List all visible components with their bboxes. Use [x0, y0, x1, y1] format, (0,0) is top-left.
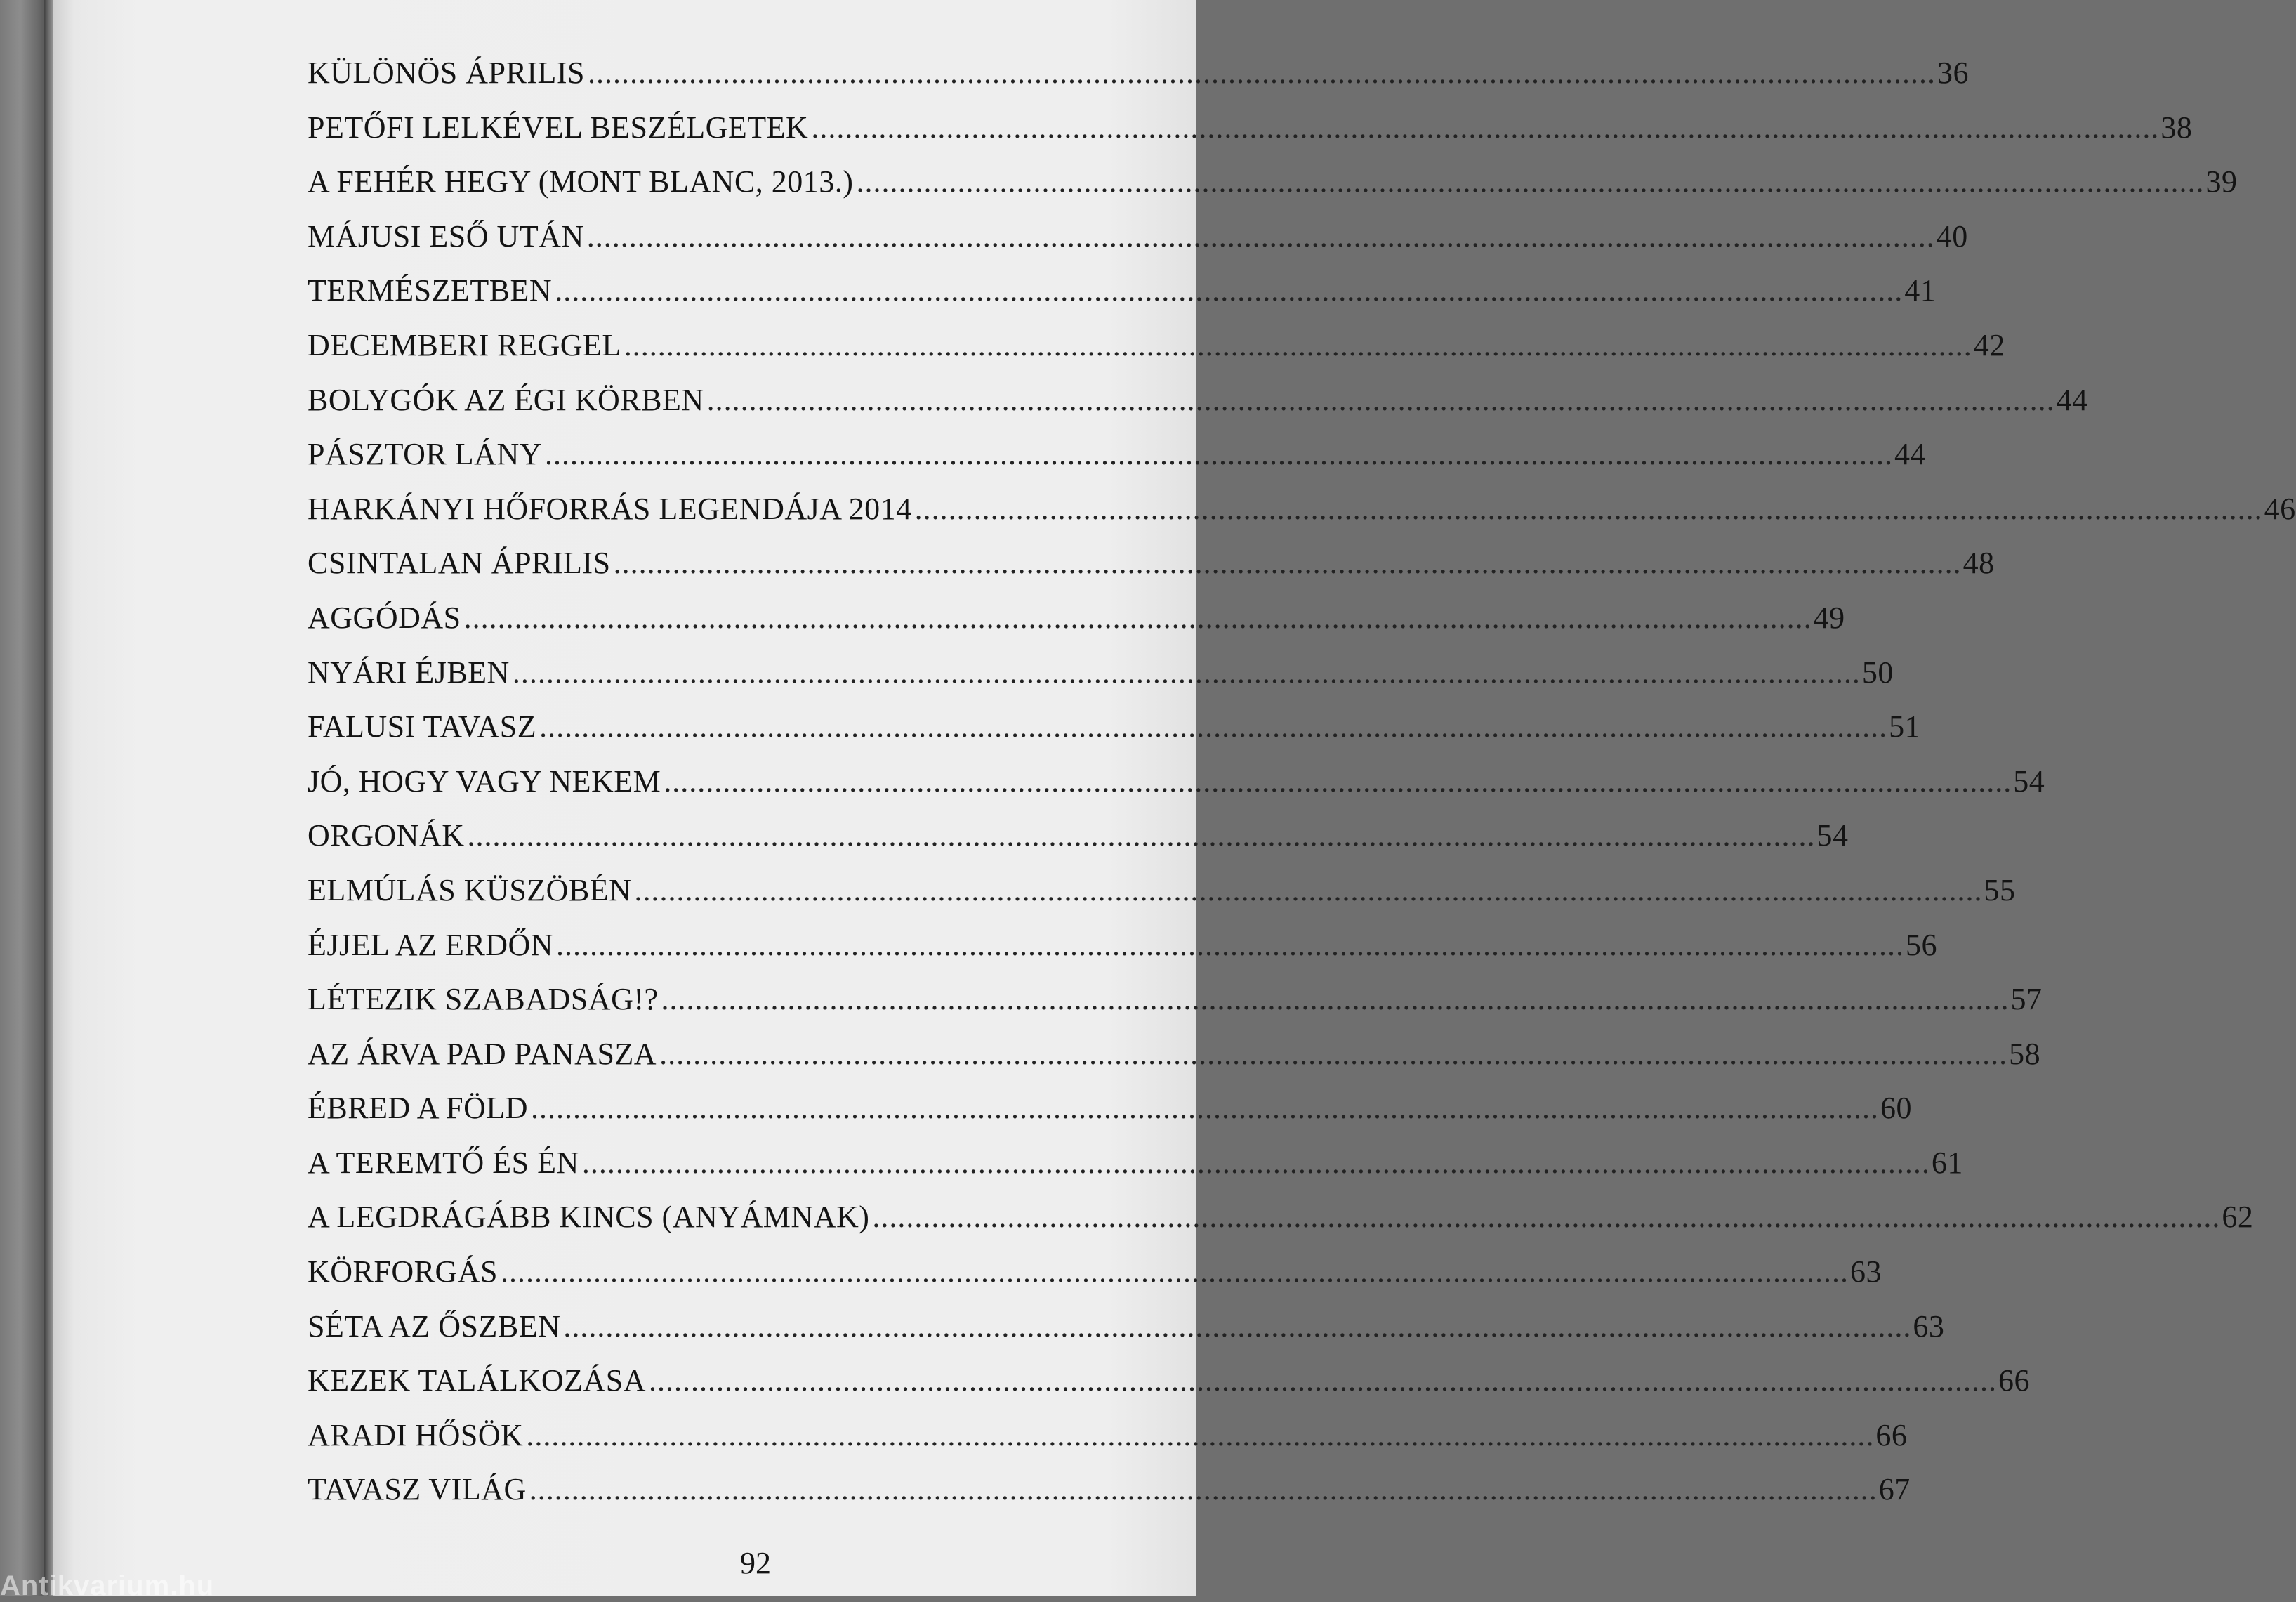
toc-entry-page: 38 — [2160, 110, 2193, 145]
toc-dot-leader — [545, 436, 1893, 472]
toc-entry-page: 56 — [1906, 927, 1938, 962]
toc-entry-page: 61 — [1931, 1145, 1963, 1180]
toc-dot-leader — [872, 1199, 2220, 1235]
toc-entry-title: JÓ, HOGY VAGY NEKEM — [308, 763, 661, 799]
toc-dot-leader — [582, 1145, 1930, 1181]
toc-entry — [308, 600, 1845, 655]
toc-entry — [308, 1363, 2030, 1417]
toc-entry-title: KÜLÖNÖS ÁPRILIS — [308, 55, 585, 90]
toc-entry — [308, 218, 1968, 273]
toc-entry — [308, 763, 2045, 818]
toc-entry — [308, 709, 1921, 763]
toc-entry — [308, 110, 2193, 164]
toc-dot-leader — [588, 55, 1936, 91]
toc-entry-page: 51 — [1889, 709, 1921, 744]
toc-entry-title: ARADI HŐSÖK — [308, 1417, 524, 1452]
toc-dot-leader — [659, 1036, 2007, 1072]
toc-entry-title: ELMÚLÁS KÜSZÖBÉN — [308, 872, 632, 907]
toc-dot-leader — [563, 1308, 1911, 1344]
toc-entry-page: 58 — [2009, 1036, 2041, 1071]
toc-entry — [308, 1199, 2254, 1254]
toc-entry — [308, 1308, 1945, 1363]
toc-entry-title: KÖRFORGÁS — [308, 1254, 499, 1289]
toc-entry-title: ÉBRED A FÖLD — [308, 1091, 529, 1126]
toc-entry-title: ÉJJEL AZ ERDŐN — [308, 927, 554, 962]
toc-entry-page: 39 — [2205, 164, 2238, 199]
toc-dot-leader — [614, 545, 1962, 581]
toc-entry — [308, 818, 1849, 872]
toc-dot-leader — [464, 600, 1812, 636]
toc-entry — [308, 1145, 1963, 1200]
toc-entry-page: 54 — [1816, 818, 1849, 853]
toc-entry-page: 66 — [1998, 1363, 2030, 1398]
toc-entry-page: 55 — [1984, 872, 2016, 907]
toc-entry — [308, 1417, 1908, 1472]
toc-entry-page: 67 — [1878, 1472, 1911, 1507]
toc-entry-page: 63 — [1913, 1308, 1945, 1344]
page-number: 92 — [740, 1546, 771, 1580]
toc-entry-title: SÉTA AZ ŐSZBEN — [308, 1308, 561, 1344]
toc-entry — [308, 327, 2005, 382]
toc-entry-title: FALUSI TAVASZ — [308, 709, 537, 744]
toc-entry-title: MÁJUSI ESŐ UTÁN — [308, 218, 584, 254]
toc-entry-title: KEZEK TALÁLKOZÁSA — [308, 1363, 646, 1398]
toc-entry-page: 50 — [1861, 655, 1894, 690]
watermark: Antikvarium.hu — [0, 1570, 215, 1601]
table-of-contents — [308, 55, 2296, 1526]
toc-entry-page: 60 — [1880, 1091, 1913, 1126]
toc-entry-page: 66 — [1875, 1417, 1908, 1452]
toc-dot-leader — [468, 818, 1816, 853]
toc-entry-title: TAVASZ VILÁG — [308, 1472, 527, 1507]
toc-entry-title: ORGONÁK — [308, 818, 465, 853]
toc-entry-page: 41 — [1904, 273, 1937, 308]
toc-entry — [308, 1036, 2041, 1091]
toc-dot-leader — [856, 164, 2204, 199]
toc-entry-page: 62 — [2222, 1200, 2254, 1235]
toc-dot-leader — [811, 110, 2159, 145]
toc-entry-title: BOLYGÓK AZ ÉGI KÖRBEN — [308, 382, 704, 417]
toc-dot-leader — [587, 218, 1935, 254]
toc-entry — [308, 981, 2043, 1036]
toc-entry-title: HARKÁNYI HŐFORRÁS LEGENDÁJA 2014 — [308, 491, 912, 526]
toc-dot-leader — [624, 327, 1972, 363]
toc-entry-page: 44 — [1894, 437, 1927, 472]
toc-entry — [308, 491, 2296, 546]
toc-dot-leader — [649, 1363, 1997, 1398]
toc-entry-title: A FEHÉR HEGY (MONT BLANC, 2013.) — [308, 164, 854, 199]
toc-dot-leader — [531, 1090, 1879, 1126]
toc-entry-page: 48 — [1962, 546, 1995, 581]
toc-entry-page: 46 — [2264, 491, 2296, 526]
toc-dot-leader — [661, 981, 2010, 1017]
toc-dot-leader — [664, 763, 2012, 799]
toc-entry-page: 57 — [2010, 982, 2043, 1017]
toc-dot-leader — [526, 1417, 1874, 1453]
toc-dot-leader — [555, 273, 1903, 308]
toc-entry-title: A LEGDRÁGÁBB KINCS (ANYÁMNAK) — [308, 1200, 870, 1235]
toc-dot-leader — [539, 709, 1887, 744]
toc-entry-page: 42 — [1973, 327, 2005, 362]
toc-dot-leader — [707, 382, 2055, 418]
toc-entry-title: PÁSZTOR LÁNY — [308, 437, 543, 472]
toc-entry-title: LÉTEZIK SZABADSÁG!? — [308, 982, 659, 1017]
toc-entry — [308, 273, 1937, 327]
toc-dot-leader — [634, 872, 1982, 908]
toc-entry-page: 44 — [2056, 382, 2088, 417]
toc-entry — [308, 55, 1969, 110]
book-spine-edge — [44, 0, 53, 1596]
toc-entry — [308, 927, 1938, 982]
toc-entry — [308, 655, 1894, 709]
toc-entry-title: AZ ÁRVA PAD PANASZA — [308, 1036, 657, 1071]
toc-entry-title: AGGÓDÁS — [308, 600, 461, 635]
toc-entry — [308, 1254, 1882, 1308]
toc-entry-page: 36 — [1937, 55, 1969, 90]
toc-entry-page: 40 — [1936, 218, 1968, 254]
toc-entry-title: PETŐFI LELKÉVEL BESZÉLGETEK — [308, 110, 809, 145]
book-page — [53, 0, 2296, 1596]
toc-entry-page: 63 — [1850, 1254, 1882, 1289]
toc-entry-title: A TEREMTŐ ÉS ÉN — [308, 1145, 579, 1180]
toc-entry — [308, 1471, 1911, 1526]
toc-entry-page: 49 — [1813, 600, 1845, 635]
toc-dot-leader — [556, 927, 1904, 963]
toc-entry — [308, 382, 2088, 437]
toc-entry — [308, 1090, 1913, 1145]
toc-entry — [308, 545, 1995, 600]
toc-dot-leader — [915, 491, 2263, 527]
toc-entry-title: NYÁRI ÉJBEN — [308, 655, 510, 690]
toc-entry-title: TERMÉSZETBEN — [308, 273, 553, 308]
toc-dot-leader — [513, 655, 1861, 690]
toc-entry — [308, 164, 2238, 218]
toc-dot-leader — [529, 1471, 1878, 1507]
toc-entry — [308, 436, 1927, 491]
toc-entry-page: 54 — [2013, 763, 2045, 799]
toc-entry-title: DECEMBERI REGGEL — [308, 327, 621, 362]
toc-entry — [308, 872, 2016, 927]
toc-entry-title: CSINTALAN ÁPRILIS — [308, 546, 611, 581]
toc-dot-leader — [501, 1254, 1849, 1289]
